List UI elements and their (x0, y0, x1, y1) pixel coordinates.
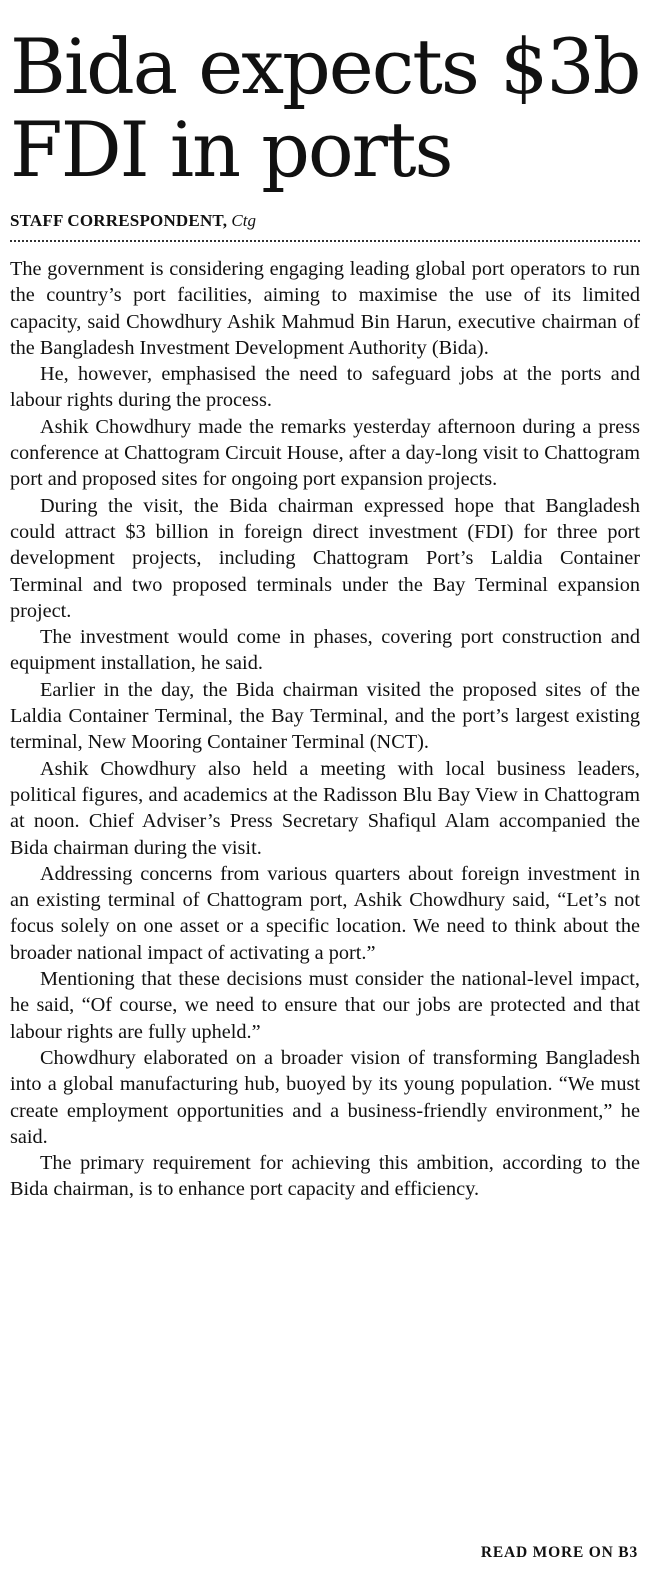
dotted-divider (10, 240, 640, 242)
article-body (10, 256, 640, 1203)
paragraph: Earlier in the day, the Bida chairman visited the proposed sites of the Laldia Container Terminal, the Bay Terminal, and the port’s largest existing terminal, New Mooring Container Terminal (NCT). (10, 678, 640, 754)
paragraph: The primary requirement for achieving this ambition, according to the Bida chairman, is to enhance port capacity and efficiency. (10, 1152, 640, 1201)
paragraph: The government is considering engaging leading global port operators to run the country’s port facilities, aiming to maximise the use of its limited capacity, said Chowdhury Ashik Mahmud Bin Harun, executive chairman of the Bangladesh Investment Development Authority (Bida). (10, 258, 640, 359)
paragraph: Mentioning that these decisions must consider the national-level impact, he said, “Of course, we need to ensure that our jobs are protected and that labour rights are fully upheld.” (10, 968, 640, 1043)
read-more-jump: READ MORE ON B3 (480, 1544, 638, 1561)
paragraph: Chowdhury elaborated on a broader vision of transforming Bangladesh into a global manufacturing hub, buoyed by its young population. “We must create employment opportunities and a business-friendly environment,” he said. (10, 1046, 640, 1148)
paragraph: He, however, emphasised the need to safeguard jobs at the ports and labour rights during the process. (10, 363, 640, 412)
headline: Bida expects $3b FDI in ports (10, 22, 640, 194)
byline-location: Ctg (231, 211, 256, 230)
byline-author: STAFF CORRESPONDENT, (10, 211, 228, 230)
paragraph: Addressing concerns from various quarters about foreign investment in an existing terminal of Chattogram port, Ashik Chowdhury said, “Let’s not focus solely on one asset or a specific location. We need to think about the broader national impact of activating a port.” (10, 862, 640, 964)
paragraph: During the visit, the Bida chairman expressed hope that Bangladesh could attract $3 billion in foreign direct investment (FDI) for three port development projects, including Chattogram Port’s Laldia Container Terminal and two proposed terminals under the Bay Terminal expansion project. (10, 494, 640, 622)
paragraph: The investment would come in phases, covering port construction and equipment installation, he said. (10, 626, 640, 675)
paragraph: Ashik Chowdhury also held a meeting with local business leaders, political figures, and academics at the Radisson Blu Bay View in Chattogram at noon. Chief Adviser’s Press Secretary Shafiqul Alam accompanied the Bida chairman during the visit. (10, 757, 640, 859)
paragraph: Ashik Chowdhury made the remarks yesterday afternoon during a press conference at Chattogram Circuit House, after a day-long visit to Chattogram port and proposed sites for ongoing port expansion projects. (10, 415, 640, 491)
byline (10, 211, 640, 231)
